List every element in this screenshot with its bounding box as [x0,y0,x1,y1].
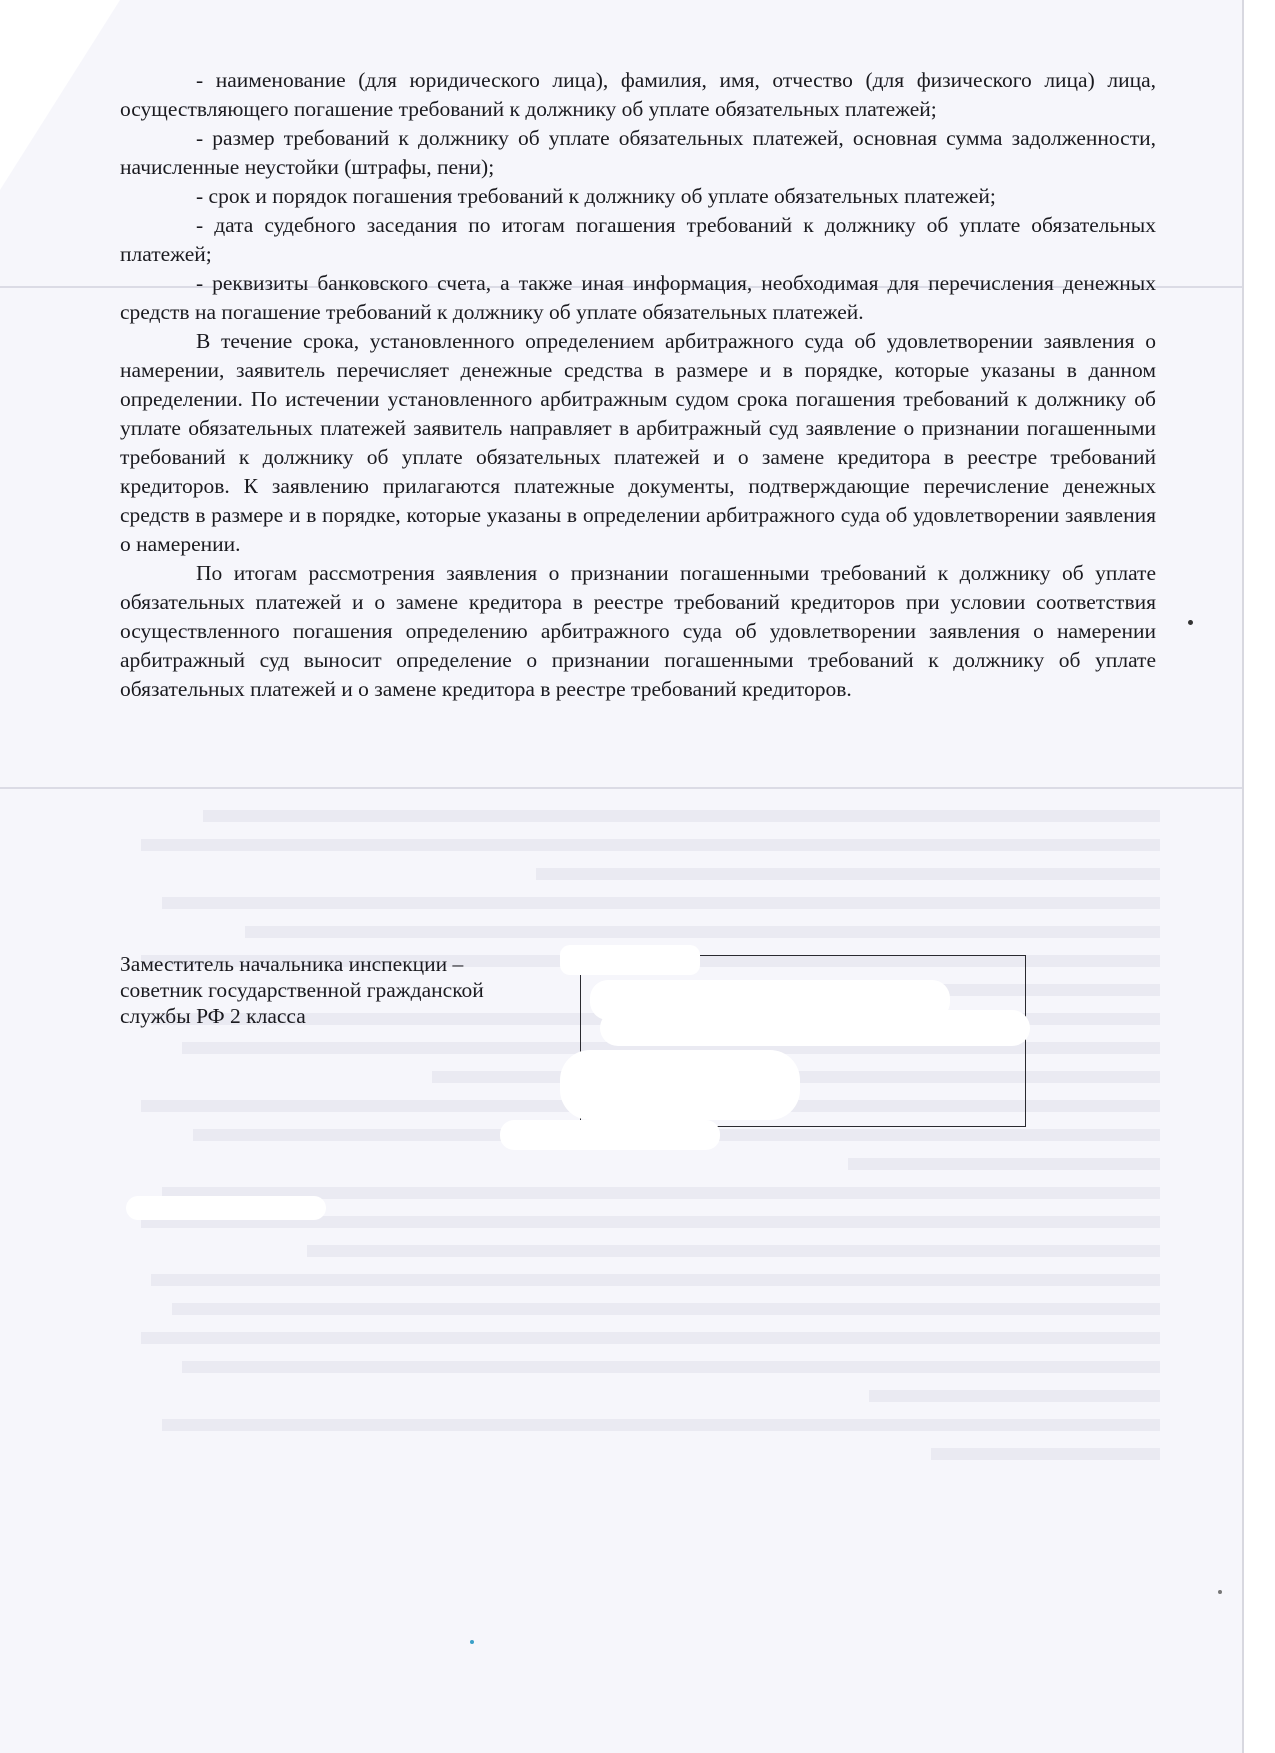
paragraph-court-ruling: По итогам рассмотрения заявления о признании погашенными требований к должнику об уплате обязательных платежей и о замене кредитора в реестре требований кредиторов при условии соответствия осуществленного погашения определению арбитражного суда об удовлетворении заявления о намерении арбитражный суд выносит определение о признании погашенными требований к должнику об уплате обязательных платежей и о замене кредитора в реестре требований кредиторов. [120,561,1156,701]
fold-crease-middle [0,787,1242,789]
paragraph-item-1: - наименование (для юридического лица), фамилия, имя, отчество (для физического лица) лица, осуществляющего погашение требований к должнику об уплате обязательных платежей; [120,68,1156,121]
paragraph-item-4: - дата судебного заседания по итогам погашения требований к должнику об уплате обязательных платежей; [120,213,1156,266]
ink-speck [1188,620,1193,625]
redaction-mark [560,945,700,975]
signatory-title-line-3: службы РФ 2 класса [120,1004,306,1028]
redaction-mark [126,1196,326,1220]
ink-speck [1218,1590,1222,1594]
redaction-mark [500,1120,720,1150]
paragraph-item-5: - реквизиты банковского счета, а также иная информация, необходимая для перечисления денежных средств на погашение требований к должнику об уплате обязательных платежей. [120,271,1156,324]
signatory-title-line-1: Заместитель начальника инспекции – [120,952,464,976]
paragraph-payment-procedure: В течение срока, установленного определением арбитражного суда об удовлетворении заявления о намерении, заявитель перечисляет денежные средства в размере и в порядке, которые указаны в данном определении. По истечении установленного арбитражным судом срока погашения требований к должнику об уплате обязательных платежей заявитель направляет в арбитражный суд заявление о признании погашенными требований к должнику об уплате обязательных платежей и о замене кредитора в реестре требований кредиторов. К заявлению прилагаются платежные документы, подтверждающие перечисление денежных средств в размере и в порядке, которые указаны в определении арбитражного суда об удовлетворении заявления о намерении. [120,329,1156,556]
signatory-title-line-2: советник государственной гражданской [120,978,484,1002]
redaction-mark [600,1010,1030,1046]
paragraph-item-3: - срок и порядок погашения требований к должнику об уплате обязательных платежей; [196,184,996,208]
reverse-side-bleed-through [120,800,1160,1680]
document-body [120,66,1156,704]
ink-speck [470,1640,474,1644]
signatory-title [120,951,570,1029]
folded-corner [0,0,120,190]
paragraph-item-2: - размер требований к должнику об уплате обязательных платежей, основная сумма задолженности, начисленные неустойки (штрафы, пени); [120,126,1156,179]
redaction-mark [560,1050,800,1120]
